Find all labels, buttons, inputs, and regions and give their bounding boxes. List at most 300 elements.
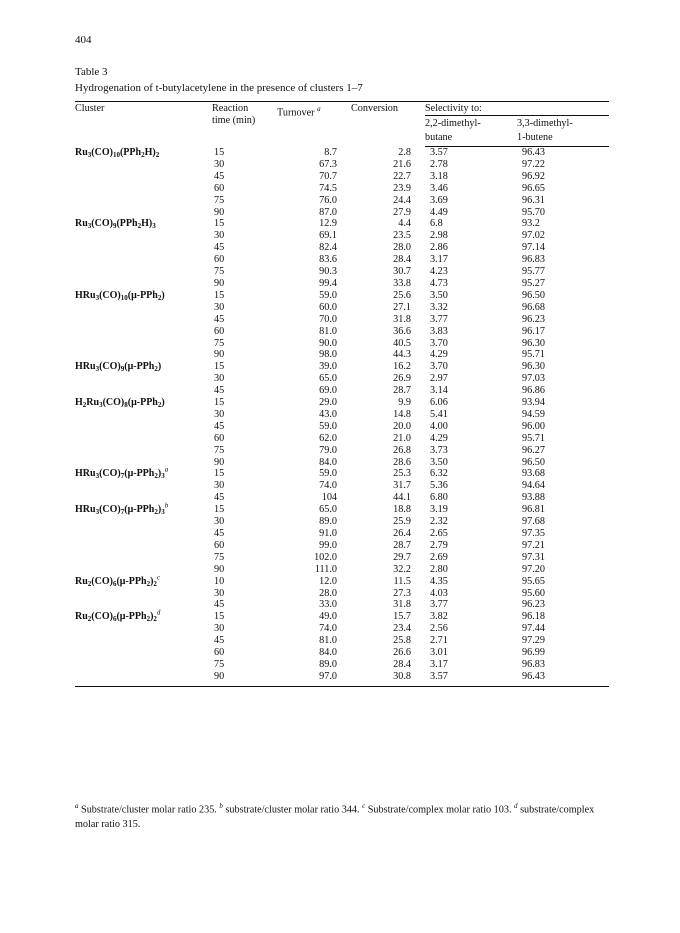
conversion-cell: 21.0 (393, 432, 411, 444)
header-reaction-unit: time (min) (212, 115, 256, 126)
selectivity-butane-cell: 6.06 (430, 397, 448, 409)
table-row (75, 588, 609, 600)
table-row (75, 266, 609, 278)
selectivity-butane-cell: 3.46 (430, 182, 448, 194)
turnover-cell: 28.0 (319, 587, 337, 599)
conversion-cell: 31.8 (393, 599, 411, 611)
formula-part: HRu (75, 361, 96, 373)
table-row (75, 433, 609, 445)
formula-part: H) (141, 218, 153, 230)
selectivity-butane-cell: 3.18 (430, 170, 448, 182)
reaction-time-cell: 15 (214, 146, 225, 158)
footnote-text: substrate/complex molar ratio 315. (75, 804, 595, 831)
header-reaction-time (212, 102, 277, 147)
selectivity-butene-cell: 96.92 (522, 170, 545, 182)
header-sel1-line1: 2,2-dimethyl- (425, 118, 481, 129)
formula-part: (PPh (119, 146, 142, 158)
reaction-time-cell: 30 (214, 587, 225, 599)
selectivity-butene-cell: 95.60 (522, 587, 545, 599)
formula-part: (μ-PPh (116, 611, 147, 623)
header-reaction-label: Reaction (212, 103, 249, 114)
table-row (75, 230, 609, 242)
cluster-cell (75, 266, 212, 278)
reaction-time-cell: 15 (214, 611, 225, 623)
formula-subscript: 7 (120, 472, 125, 481)
formula-subscript: 2 (153, 615, 157, 624)
conversion-cell: 31.8 (393, 313, 411, 325)
selectivity-butane-cell: 2.71 (430, 635, 448, 647)
turnover-cell: 97.0 (277, 671, 351, 686)
reaction-time-cell: 75 (214, 194, 225, 206)
formula-subscript: 2 (87, 579, 92, 588)
header-turnover (277, 102, 351, 147)
turnover-cell: 82.4 (319, 242, 337, 254)
formula-part: Ru (86, 397, 100, 409)
table-row (75, 218, 609, 230)
reaction-time-cell: 30 (214, 158, 225, 170)
selectivity-butane-cell: 2.32 (430, 516, 448, 528)
conversion-cell: 36.6 (393, 325, 411, 337)
turnover-cell: 74.0 (319, 480, 337, 492)
header-conversion: Conversion (351, 102, 425, 147)
formula-subscript: 2 (154, 508, 158, 517)
cluster-cell (75, 314, 212, 326)
table-row (75, 397, 609, 409)
formula-part: (CO) (91, 575, 113, 587)
turnover-cell: 67.3 (319, 158, 337, 170)
conversion-cell: 28.0 (393, 242, 411, 254)
table-row (75, 421, 609, 433)
formula-subscript: 3 (95, 508, 100, 517)
conversion-cell: 44.3 (393, 349, 411, 361)
cluster-cell (75, 540, 212, 552)
turnover-cell: 81.0 (319, 635, 337, 647)
table-row (75, 659, 609, 671)
formula-part: ) (157, 361, 162, 373)
selectivity-butane-cell: 3.77 (430, 313, 448, 325)
cluster-cell (75, 171, 212, 183)
footnote-mark: c (156, 573, 161, 582)
selectivity-butene-cell: 96.81 (522, 504, 545, 516)
formula-part: HRu (75, 289, 96, 301)
table-row (75, 552, 609, 564)
selectivity-butane-cell: 3.50 (430, 289, 448, 301)
formula-part: (μ-PPh (124, 504, 155, 516)
selectivity-butene-cell: 97.14 (522, 242, 545, 254)
formula-subscript: 3 (95, 293, 100, 302)
turnover-cell: 99.0 (319, 539, 337, 551)
conversion-cell: 28.7 (393, 539, 411, 551)
formula-part: ) (157, 504, 162, 516)
formula-subscript: 2 (82, 401, 87, 410)
selectivity-butene-cell: 96.43 (522, 147, 545, 158)
formula-part: ) (161, 397, 165, 409)
table-row (75, 492, 609, 504)
cluster-cell (75, 671, 212, 686)
table-row (75, 576, 609, 588)
conversion-cell: 4.4 (398, 218, 411, 230)
conversion-cell: 26.8 (393, 444, 411, 456)
formula-subscript: 3 (95, 365, 100, 374)
turnover-cell: 59.0 (319, 468, 337, 480)
turnover-cell: 79.0 (319, 444, 337, 456)
data-table-container (75, 101, 609, 687)
cluster-cell (75, 611, 212, 623)
reaction-time-cell: 15 (214, 289, 225, 301)
cluster-cell (75, 468, 212, 480)
selectivity-butene-cell: 97.44 (522, 623, 545, 635)
selectivity-butene-cell: 93.88 (522, 492, 545, 504)
conversion-cell: 27.3 (393, 587, 411, 599)
selectivity-butane-cell: 2.56 (430, 623, 448, 635)
cluster-cell (75, 147, 212, 159)
cluster-cell (75, 659, 212, 671)
table-row (75, 409, 609, 421)
reaction-time-cell: 45 (214, 170, 225, 182)
selectivity-butane-cell: 2.98 (430, 230, 448, 242)
selectivity-butene-cell: 96.30 (522, 337, 545, 349)
reaction-time-cell: 90 (212, 671, 277, 686)
table-row (75, 445, 609, 457)
formula-part: (CO) (99, 289, 121, 301)
selectivity-butene-cell: 97.31 (522, 551, 545, 563)
conversion-cell: 22.7 (393, 170, 411, 182)
turnover-cell: 90.0 (319, 337, 337, 349)
selectivity-butane-cell: 3.73 (430, 444, 448, 456)
footnote-mark: d (156, 609, 161, 618)
selectivity-butene-cell: 96.99 (522, 647, 545, 659)
cluster-cell (75, 564, 212, 576)
selectivity-butene-cell: 94.64 (522, 480, 545, 492)
formula-part: (CO) (99, 361, 121, 373)
selectivity-butene-cell: 96.17 (522, 325, 545, 337)
conversion-cell: 23.9 (393, 182, 411, 194)
footnote-mark: d (514, 802, 518, 810)
turnover-cell: 87.0 (319, 206, 337, 218)
reaction-time-cell: 30 (214, 373, 225, 385)
turnover-cell: 43.0 (319, 408, 337, 420)
reaction-time-cell: 30 (214, 480, 225, 492)
selectivity-butane-cell: 3.19 (430, 504, 448, 516)
turnover-cell: 60.0 (319, 301, 337, 313)
conversion-cell: 30.7 (393, 266, 411, 278)
table-row (75, 159, 609, 171)
reaction-time-cell: 45 (214, 420, 225, 432)
selectivity-butene-cell: 95.71 (522, 432, 545, 444)
formula-part: (PPh (116, 218, 138, 230)
table-caption: Hydrogenation of t-butylacetylene in the presence of clusters 1–7 (75, 82, 363, 94)
reaction-time-cell: 75 (214, 658, 225, 670)
cluster-cell (75, 573, 212, 588)
formula-subscript: 2 (137, 222, 142, 231)
turnover-cell: 90.3 (319, 266, 337, 278)
selectivity-butene-cell: 96.23 (522, 599, 545, 611)
formula-subscript: 6 (112, 615, 117, 624)
reaction-time-cell: 60 (214, 539, 225, 551)
turnover-cell: 98.0 (319, 349, 337, 361)
reaction-time-cell: 90 (214, 349, 225, 361)
formula-subscript: 2 (155, 150, 160, 159)
selectivity-butane-cell: 3.17 (430, 658, 448, 670)
selectivity-butene-cell: 97.29 (522, 635, 545, 647)
selectivity-butane-cell: 3.82 (430, 611, 448, 623)
conversion-cell: 29.7 (393, 551, 411, 563)
formula-subscript: 8 (124, 401, 128, 410)
conversion-cell: 16.2 (393, 361, 411, 373)
table-row (75, 302, 609, 314)
page-number: 404 (75, 34, 92, 46)
table-row (75, 183, 609, 195)
formula-subscript: 9 (120, 365, 125, 374)
selectivity-butene-cell: 96.43 (517, 671, 609, 686)
reaction-time-cell: 75 (214, 266, 225, 278)
reaction-time-cell: 45 (214, 385, 225, 397)
conversion-cell: 26.6 (393, 647, 411, 659)
turnover-cell: 69.1 (319, 230, 337, 242)
formula-subscript: 9 (112, 222, 117, 231)
formula-part: (CO) (102, 397, 125, 409)
turnover-cell: 76.0 (319, 194, 337, 206)
reaction-time-cell: 75 (214, 444, 225, 456)
selectivity-butene-cell: 96.31 (522, 194, 545, 206)
cluster-cell (75, 528, 212, 540)
header-cluster: Cluster (75, 102, 212, 147)
table-row (75, 361, 609, 373)
conversion-cell: 25.9 (393, 516, 411, 528)
formula-subscript: 3 (95, 472, 100, 481)
selectivity-butene-cell: 96.30 (522, 361, 545, 373)
footnotes (75, 799, 615, 832)
selectivity-butane-cell: 3.83 (430, 325, 448, 337)
selectivity-butane-cell: 2.78 (430, 158, 448, 170)
selectivity-butene-cell: 97.02 (522, 230, 545, 242)
turnover-cell: 65.0 (319, 373, 337, 385)
cluster-cell (75, 599, 212, 611)
reaction-time-cell: 60 (214, 182, 225, 194)
reaction-time-cell: 45 (214, 635, 225, 647)
selectivity-butene-cell: 97.68 (522, 516, 545, 528)
table-row (75, 528, 609, 540)
footnote-text: Substrate/cluster molar ratio 235. (78, 804, 220, 816)
conversion-cell: 26.4 (393, 528, 411, 539)
selectivity-butane-cell: 2.65 (430, 528, 448, 539)
footnote-text: Substrate/complex molar ratio 103. (365, 804, 515, 816)
reaction-time-cell: 15 (214, 361, 225, 373)
selectivity-butene-cell: 95.77 (522, 266, 545, 278)
table-row (75, 611, 609, 623)
formula-subscript: 3 (99, 401, 103, 410)
selectivity-butane-cell: 6.8 (430, 218, 443, 230)
cluster-cell (75, 290, 212, 302)
conversion-cell: 27.9 (393, 206, 411, 218)
header-sel1-line2: butane (425, 130, 517, 147)
selectivity-butene-cell: 96.23 (522, 313, 545, 325)
reaction-time-cell: 90 (214, 206, 225, 218)
footnote-mark: a (164, 466, 169, 475)
cluster-cell (75, 195, 212, 207)
conversion-cell: 23.4 (393, 623, 411, 635)
selectivity-butane-cell: 3.69 (430, 194, 448, 206)
turnover-cell: 59.0 (319, 289, 337, 301)
reaction-time-cell: 90 (214, 456, 225, 468)
selectivity-butene-cell: 96.27 (522, 444, 545, 456)
table-row (75, 504, 609, 516)
conversion-cell: 33.8 (393, 277, 411, 289)
reaction-time-cell: 30 (214, 516, 225, 528)
cluster-cell (75, 480, 212, 492)
selectivity-butene-cell: 96.50 (522, 456, 545, 468)
table-row (75, 242, 609, 254)
conversion-cell: 28.7 (393, 385, 411, 397)
table-row (75, 254, 609, 266)
table-row (75, 314, 609, 326)
turnover-cell: 104 (321, 492, 337, 504)
reaction-time-cell: 45 (214, 242, 225, 254)
cluster-cell (75, 242, 212, 254)
conversion-cell: 2.8 (398, 146, 411, 158)
formula-part: H) (144, 146, 156, 158)
selectivity-butane-cell: 6.80 (430, 492, 448, 504)
selectivity-butane-cell: 3.17 (430, 254, 448, 266)
selectivity-butene-cell: 97.20 (522, 563, 545, 575)
table-row (75, 373, 609, 385)
turnover-cell: 84.0 (319, 647, 337, 659)
conversion-cell: 25.6 (393, 289, 411, 301)
selectivity-butene-cell: 96.83 (522, 658, 545, 670)
cluster-cell (75, 421, 212, 433)
selectivity-butene-cell: 93.94 (522, 397, 545, 409)
formula-subscript: 2 (154, 472, 158, 481)
cluster-cell (75, 254, 212, 266)
selectivity-butane-cell: 3.70 (430, 361, 448, 373)
table-row (75, 468, 609, 480)
selectivity-butane-cell: 4.29 (430, 432, 448, 444)
reaction-time-cell: 60 (214, 647, 225, 659)
cluster-cell (75, 445, 212, 457)
formula-part: (μ-PPh (124, 361, 155, 373)
formula-part: HRu (75, 468, 96, 480)
turnover-cell: 91.0 (319, 528, 337, 539)
cluster-cell (75, 373, 212, 385)
formula-subscript: 2 (146, 615, 151, 624)
cluster-cell (75, 385, 212, 397)
footnote-mark: b (164, 501, 169, 510)
reaction-time-cell: 15 (214, 218, 225, 230)
conversion-cell: 44.1 (393, 492, 411, 504)
formula-part: ) (150, 611, 154, 623)
hydrogenation-table (75, 101, 609, 687)
formula-part: ) (157, 468, 162, 480)
reaction-time-cell: 45 (214, 599, 225, 611)
table-row (75, 457, 609, 469)
cluster-cell (75, 623, 212, 635)
formula-part: (CO) (99, 468, 121, 480)
conversion-cell: 20.0 (393, 420, 411, 432)
table-row (75, 516, 609, 528)
formula-subscript: 2 (154, 365, 158, 374)
selectivity-butene-cell: 96.00 (522, 420, 545, 432)
turnover-cell: 39.0 (319, 361, 337, 373)
reaction-time-cell: 30 (214, 408, 225, 420)
selectivity-butene-cell: 97.21 (522, 539, 545, 551)
table-row (75, 635, 609, 647)
turnover-cell: 8.7 (324, 146, 337, 158)
selectivity-butane-cell: 3.70 (430, 337, 448, 349)
cluster-cell (75, 183, 212, 195)
selectivity-butane-cell: 4.29 (430, 349, 448, 361)
formula-part: (CO) (91, 218, 113, 230)
formula-part: Ru (75, 575, 88, 587)
formula-subscript: 2 (146, 579, 151, 588)
cluster-cell (75, 361, 212, 373)
turnover-cell: 70.7 (319, 170, 337, 182)
conversion-cell: 25.8 (393, 635, 411, 647)
selectivity-butane-cell: 2.79 (430, 539, 448, 551)
turnover-cell: 65.0 (319, 504, 337, 516)
formula-part: (CO) (99, 504, 121, 516)
formula-part: (μ-PPh (127, 397, 158, 409)
cluster-cell (75, 159, 212, 171)
formula-subscript: 7 (120, 508, 125, 517)
selectivity-butene-cell: 97.35 (522, 528, 545, 539)
reaction-time-cell: 90 (214, 277, 225, 289)
conversion-cell: 28.4 (393, 254, 411, 266)
header-sel2-line1: 3,3-dimethyl- (517, 118, 573, 129)
reaction-time-cell: 45 (214, 313, 225, 325)
conversion-cell: 32.2 (393, 563, 411, 575)
selectivity-butene-cell: 96.86 (522, 385, 545, 397)
table-row (75, 671, 609, 686)
selectivity-butane-cell: 3.57 (430, 147, 448, 158)
reaction-time-cell: 45 (214, 492, 225, 504)
formula-subscript: 6 (112, 579, 117, 588)
reaction-time-cell: 60 (214, 254, 225, 266)
selectivity-butane-cell: 2.86 (430, 242, 448, 254)
selectivity-butane-cell: 5.41 (430, 408, 448, 420)
reaction-time-cell: 15 (214, 397, 225, 409)
turnover-cell: 29.0 (319, 397, 337, 409)
formula-subscript: 2 (157, 401, 162, 410)
formula-part: HRu (75, 504, 96, 516)
footnote-text: substrate/cluster molar ratio 344. (222, 804, 363, 816)
turnover-cell: 102.0 (314, 551, 337, 563)
table-label: Table 3 (75, 66, 108, 78)
selectivity-butene-cell: 96.68 (522, 301, 545, 313)
turnover-cell: 89.0 (319, 516, 337, 528)
table-row (75, 338, 609, 350)
turnover-cell: 69.0 (319, 385, 337, 397)
turnover-cell: 12.0 (319, 575, 337, 587)
selectivity-butene-cell: 95.70 (522, 206, 545, 218)
cluster-cell (75, 338, 212, 350)
reaction-time-cell: 90 (214, 563, 225, 575)
selectivity-butane-cell: 4.23 (430, 266, 448, 278)
formula-subscript: 2 (157, 293, 162, 302)
selectivity-butane-cell: 3.14 (430, 385, 448, 397)
turnover-cell: 74.5 (319, 182, 337, 194)
reaction-time-cell: 15 (214, 468, 225, 480)
table-row (75, 564, 609, 576)
reaction-time-cell: 30 (214, 301, 225, 313)
reaction-time-cell: 60 (214, 325, 225, 337)
reaction-time-cell: 75 (214, 551, 225, 563)
table-row (75, 623, 609, 635)
selectivity-butane-cell: 2.97 (430, 373, 448, 385)
reaction-time-cell: 10 (214, 575, 225, 587)
cluster-cell (75, 516, 212, 528)
selectivity-butane-cell: 4.00 (430, 420, 448, 432)
selectivity-butane-cell: 3.01 (430, 647, 448, 659)
